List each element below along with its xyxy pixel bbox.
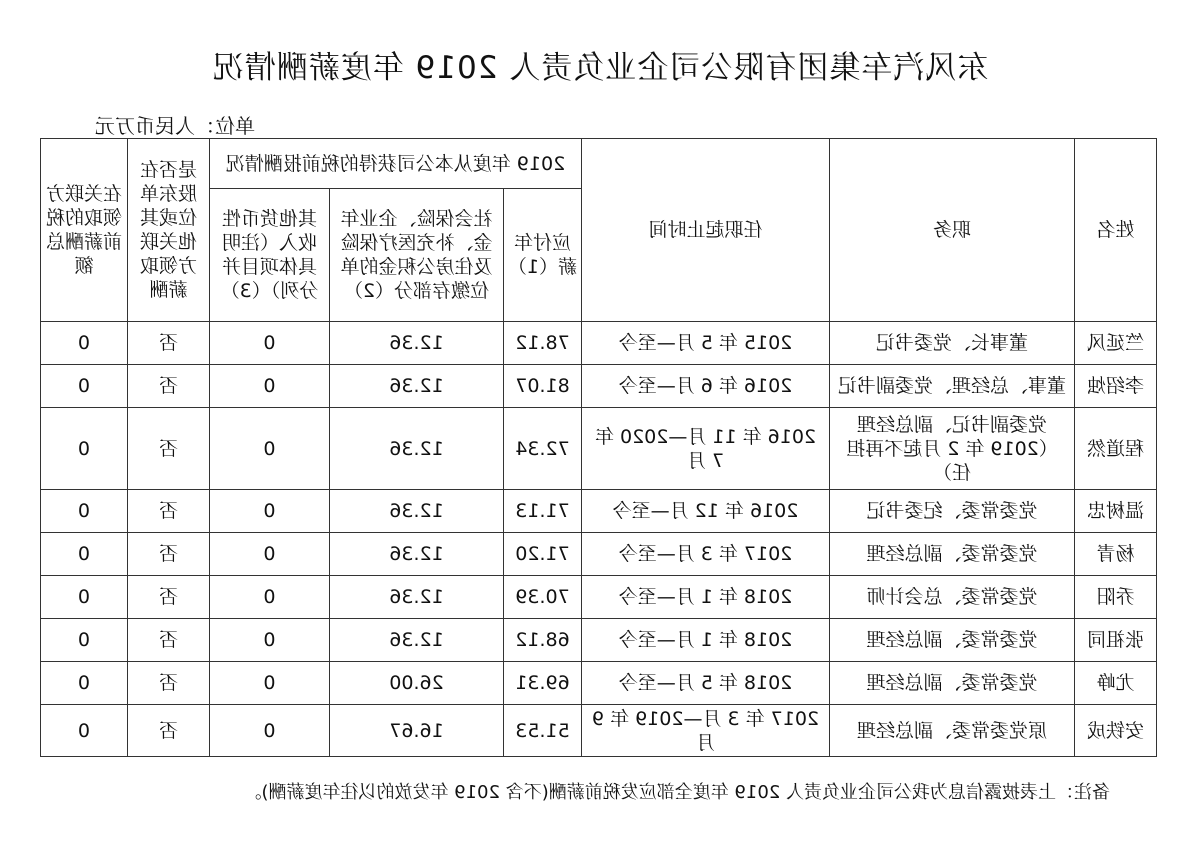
header-term: 任职起止时间 <box>582 139 830 322</box>
cell-position: 党委常委、副总经理 <box>830 533 1075 576</box>
cell-other-income: 0 <box>209 576 329 619</box>
header-group: 2019 年度从本公司获得的税前报酬情况 <box>209 139 581 189</box>
cell-term: 2016 年 12 月—至今 <box>582 490 830 533</box>
cell-other-income: 0 <box>209 322 329 365</box>
cell-shareholder: 否 <box>127 705 209 757</box>
cell-term: 2016 年 6 月—至今 <box>582 365 830 408</box>
cell-other-income: 0 <box>209 619 329 662</box>
cell-related-total: 0 <box>40 662 127 705</box>
cell-name: 尤峥 <box>1075 662 1157 705</box>
cell-related-total: 0 <box>40 533 127 576</box>
cell-related-total: 0 <box>40 619 127 662</box>
cell-term: 2017 年 3 月—2019 年 9 月 <box>582 705 830 757</box>
cell-insurance: 12.36 <box>330 576 504 619</box>
cell-annual-pay: 72.34 <box>504 408 582 490</box>
cell-insurance: 12.36 <box>330 490 504 533</box>
salary-table <box>40 138 1157 757</box>
table-row <box>40 533 1156 576</box>
cell-annual-pay: 68.12 <box>504 619 582 662</box>
cell-insurance: 12.36 <box>330 365 504 408</box>
cell-other-income: 0 <box>209 365 329 408</box>
table-row <box>40 705 1156 757</box>
table-row <box>40 408 1156 490</box>
cell-name: 温树忠 <box>1075 490 1157 533</box>
cell-position: 党委常委、副总经理 <box>830 662 1075 705</box>
cell-related-total: 0 <box>40 408 127 490</box>
cell-related-total: 0 <box>40 365 127 408</box>
cell-name: 程道然 <box>1075 408 1157 490</box>
cell-position: 董事、总经理、党委副书记 <box>830 365 1075 408</box>
cell-related-total: 0 <box>40 490 127 533</box>
cell-annual-pay: 81.07 <box>504 365 582 408</box>
table-row <box>40 619 1156 662</box>
header-other-income: 其他货币性收入（注明具体项目并分列）（3） <box>209 189 329 322</box>
cell-shareholder: 否 <box>127 533 209 576</box>
cell-shareholder: 否 <box>127 322 209 365</box>
header-shareholder: 是否在股东单位或其他关联方领取薪酬 <box>127 139 209 322</box>
table-row <box>40 576 1156 619</box>
cell-other-income: 0 <box>209 490 329 533</box>
unit-label: 单位：人民币万元 <box>95 114 255 138</box>
cell-shareholder: 否 <box>127 662 209 705</box>
cell-insurance: 12.36 <box>330 619 504 662</box>
cell-term: 2018 年 1 月—至今 <box>582 576 830 619</box>
table-row <box>40 662 1156 705</box>
table-row <box>40 365 1156 408</box>
cell-shareholder: 否 <box>127 619 209 662</box>
header-insurance: 社会保险、企业年金、补充医疗保险及住房公积金的单位缴存部分（2） <box>330 189 504 322</box>
cell-name: 李绍烛 <box>1075 365 1157 408</box>
cell-insurance: 16.67 <box>330 705 504 757</box>
table-row <box>40 490 1156 533</box>
cell-term: 2015 年 5 月—至今 <box>582 322 830 365</box>
header-name: 姓名 <box>1075 139 1157 322</box>
cell-name: 张祖同 <box>1075 619 1157 662</box>
cell-other-income: 0 <box>209 662 329 705</box>
cell-annual-pay: 71.13 <box>504 490 582 533</box>
cell-position: 党委副书记、副总经理（2019 年 2 月起不再担任） <box>830 408 1075 490</box>
cell-insurance: 26.00 <box>330 662 504 705</box>
cell-position: 党委常委、副总经理 <box>830 619 1075 662</box>
cell-name: 乔阳 <box>1075 576 1157 619</box>
cell-related-total: 0 <box>40 322 127 365</box>
cell-term: 2018 年 5 月—至今 <box>582 662 830 705</box>
cell-annual-pay: 70.39 <box>504 576 582 619</box>
cell-name: 杨青 <box>1075 533 1157 576</box>
footnote: 备注：上表披露信息为我公司企业负责人 2019 年度全部应发税前薪酬(不含 2019 年发放的以往年度薪酬)。 <box>243 782 1110 803</box>
cell-shareholder: 否 <box>127 365 209 408</box>
cell-shareholder: 否 <box>127 576 209 619</box>
cell-position: 董事长、党委书记 <box>830 322 1075 365</box>
cell-annual-pay: 69.31 <box>504 662 582 705</box>
cell-other-income: 0 <box>209 408 329 490</box>
cell-annual-pay: 71.20 <box>504 533 582 576</box>
cell-shareholder: 否 <box>127 490 209 533</box>
cell-position: 原党委常委、副总经理 <box>830 705 1075 757</box>
cell-name: 竺延风 <box>1075 322 1157 365</box>
cell-term: 2018 年 1 月—至今 <box>582 619 830 662</box>
cell-insurance: 12.36 <box>330 408 504 490</box>
cell-other-income: 0 <box>209 705 329 757</box>
header-position: 职务 <box>830 139 1075 322</box>
cell-insurance: 12.36 <box>330 322 504 365</box>
cell-position: 党委常委、纪委书记 <box>830 490 1075 533</box>
cell-insurance: 12.36 <box>330 533 504 576</box>
cell-annual-pay: 51.53 <box>504 705 582 757</box>
cell-related-total: 0 <box>40 705 127 757</box>
header-annual-pay: 应付年薪（1） <box>504 189 582 322</box>
table-row <box>40 322 1156 365</box>
cell-name: 安铁成 <box>1075 705 1157 757</box>
header-related-total: 在关联方领取的税前薪酬总额 <box>40 139 127 322</box>
cell-position: 党委常委、总会计师 <box>830 576 1075 619</box>
cell-term: 2017 年 3 月—至今 <box>582 533 830 576</box>
cell-annual-pay: 78.12 <box>504 322 582 365</box>
cell-shareholder: 否 <box>127 408 209 490</box>
cell-related-total: 0 <box>40 576 127 619</box>
page-title: 东风汽车集团有限公司企业负责人 2019 年度薪酬情况 <box>211 50 989 86</box>
cell-other-income: 0 <box>209 533 329 576</box>
cell-term: 2016 年 11 月—2020 年 7 月 <box>582 408 830 490</box>
